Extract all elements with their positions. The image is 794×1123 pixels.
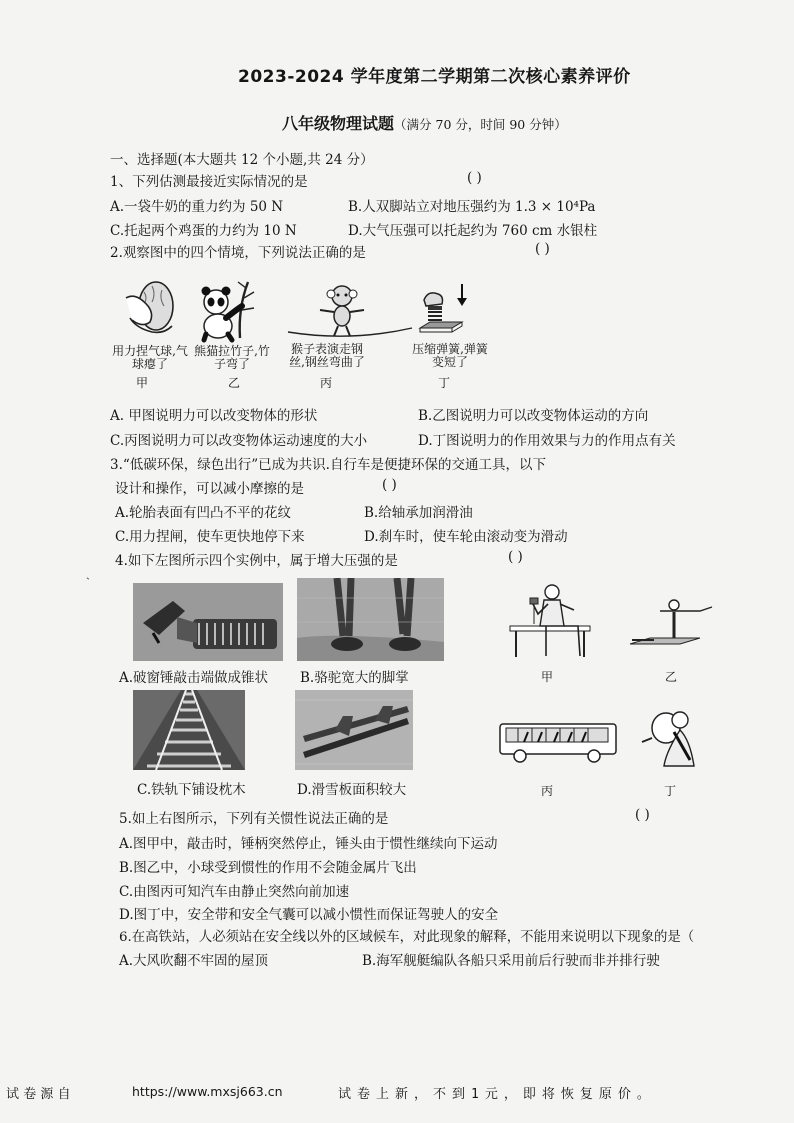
- fig-jia-label: 甲: [136, 376, 149, 390]
- q6-stem: 6.在高铁站，人必须站在安全线以外的区域候车，对此现象的解释，不能用来说明以下现象的是（: [119, 930, 695, 945]
- q1-option-d: D.大气压强可以托起约为 760 cm 水银柱: [348, 223, 598, 239]
- q3-option-c: C.用力捏闸，使车更快地停下来: [115, 529, 305, 545]
- q1-option-b: B.人双脚站立对地压强约为 1.3 × 10⁴Pa: [348, 199, 596, 215]
- q5-option-c: C.由图丙可知汽车由静止突然向前加速: [119, 884, 350, 900]
- panda-bamboo-drawing: [196, 278, 256, 340]
- fig-ding-label: 丁: [438, 376, 451, 390]
- q5-option-d: D.图丁中，安全带和安全气囊可以减小惯性而保证驾驶人的安全: [119, 907, 499, 923]
- fig-yi-label: 乙: [228, 376, 241, 390]
- q2-option-c: C.丙图说明力可以改变物体运动速度的大小: [110, 433, 368, 449]
- q1-option-c: C.托起两个鸡蛋的力约为 10 N: [110, 223, 297, 239]
- q3-stem-line2: 设计和操作，可以减小摩擦的是: [115, 481, 304, 497]
- q3-option-d: D.刹车时，使车轮由滚动变为滑动: [364, 529, 568, 545]
- q6-option-b: B.海军舰艇编队各船只采用前后行驶而非并排行驶: [362, 953, 660, 969]
- q2-option-a: A. 甲图说明力可以改变物体的形状: [110, 408, 318, 424]
- footer-url-link[interactable]: https://www.mxsj663.cn: [132, 1084, 283, 1099]
- q4-option-a: A.破窗锤敲击端做成锥状: [119, 670, 269, 686]
- airbag-driver-drawing: [640, 706, 700, 768]
- q1-blank: ( ): [467, 170, 482, 186]
- q5-option-b: B.图乙中，小球受到惯性的作用不会随金属片飞出: [119, 860, 417, 876]
- footer-promo-text: 试卷上新，不到1元，即将恢复原价。: [338, 1087, 656, 1102]
- coin-card-drawing: [628, 600, 714, 648]
- fig-jia-caption: 用力捏气球,气球瘪了: [112, 344, 188, 371]
- fig-bing-caption: 猴子表演走钢丝,钢丝弯曲了: [289, 342, 365, 369]
- photo-camel-feet: [297, 578, 444, 661]
- hammer-bench-drawing: [508, 582, 592, 662]
- photo-railway-sleepers: [133, 690, 245, 770]
- q5-fig-yi-label: 乙: [665, 670, 678, 684]
- section-heading: 一、选择题(本大题共 12 个小题,共 24 分）: [110, 152, 374, 168]
- q3-blank: ( ): [382, 477, 397, 493]
- footer-source-label: 试卷源自: [6, 1087, 75, 1102]
- q3-stem-line1: 3.“低碳环保，绿色出行”已成为共识.自行车是便捷环保的交通工具，以下: [110, 457, 546, 473]
- q5-fig-ding-label: 丁: [664, 784, 677, 798]
- balloon-squeeze-drawing: [122, 278, 184, 340]
- q5-blank: ( ): [635, 807, 650, 823]
- monkey-wire-drawing: [288, 282, 412, 342]
- q2-option-b: B.乙图说明力可以改变物体运动的方向: [418, 408, 649, 424]
- q2-option-d: D.丁图说明力的作用效果与力的作用点有关: [418, 433, 676, 449]
- q4-option-c: C.铁轨下铺设枕木: [137, 782, 246, 798]
- q2-blank: ( ): [535, 241, 550, 257]
- q4-blank: ( ): [508, 549, 523, 565]
- q4-stem: 4.如下左图所示四个实例中，属于增大压强的是: [115, 553, 398, 569]
- q6-option-a: A.大风吹翻不牢固的屋顶: [119, 953, 269, 969]
- subtitle-note: （满分 70 分，时间 90 分钟）: [394, 117, 567, 132]
- exam-subtitle: [282, 111, 567, 134]
- q3-option-b: B.给轴承加润滑油: [364, 505, 473, 521]
- q5-fig-bing-label: 丙: [541, 784, 554, 798]
- q5-stem: 5.如上右图所示，下列有关惯性说法正确的是: [119, 811, 389, 827]
- q2-stem: 2.观察图中的四个情境，下列说法正确的是: [110, 245, 366, 261]
- stray-mark: ˏ: [86, 566, 90, 580]
- fig-yi-caption: 熊猫拉竹子,竹子弯了: [194, 344, 270, 371]
- q1-option-a: A.一袋牛奶的重力约为 50 N: [110, 199, 284, 215]
- photo-ski-boards: [295, 690, 413, 770]
- fig-bing-label: 丙: [320, 376, 333, 390]
- q4-option-d: D.滑雪板面积较大: [297, 782, 407, 798]
- photo-window-hammer: [133, 583, 283, 661]
- q5-fig-jia-label: 甲: [541, 670, 554, 684]
- fig-ding-caption: 压缩弹簧,弹簧变短了: [412, 342, 488, 369]
- q5-option-a: A.图甲中，敲击时，锤柄突然停止，锤头由于惯性继续向下运动: [119, 836, 498, 852]
- bus-drawing: [498, 722, 618, 764]
- q1-stem: 1、下列估测最接近实际情况的是: [110, 174, 308, 190]
- q3-option-a: A.轮胎表面有凹凸不平的花纹: [115, 505, 292, 521]
- q4-option-b: B.骆驼宽大的脚掌: [300, 670, 409, 686]
- spring-press-drawing: [418, 282, 474, 340]
- exam-title: 2023-2024 学年度第二学期第二次核心素养评价: [238, 67, 631, 87]
- subtitle-main: 八年级物理试题: [282, 114, 395, 133]
